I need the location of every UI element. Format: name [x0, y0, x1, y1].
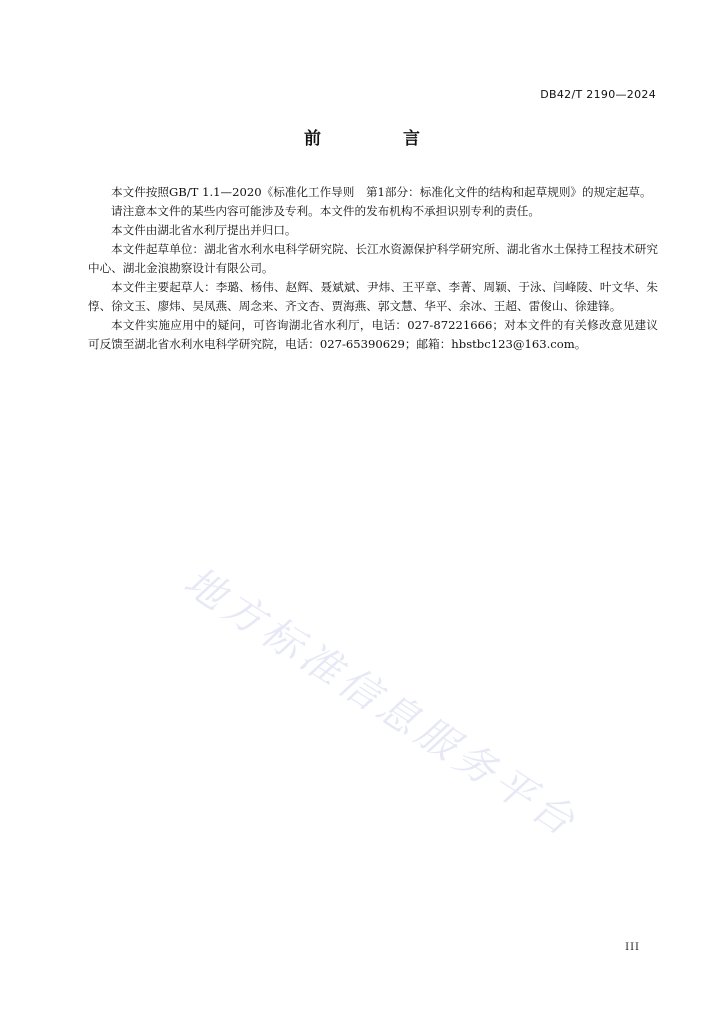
paragraph-proposer: 本文件由湖北省水利厅提出并归口。: [111, 223, 297, 237]
paragraph-drafting-units: 本文件起草单位：湖北省水利水电科学研究院、长江水资源保护科学研究所、湖北省水土保持工程技术研究中心、湖北金浪勘察设计有限公司。: [88, 242, 658, 275]
document-code: DB42/T 2190—2024: [540, 88, 656, 101]
page-title: 前 言: [304, 129, 458, 149]
paragraph-drafting-rules: 本文件按照GB/T 1.1—2020《标准化工作导则 第1部分：标准化文件的结构和起草规则》的规定起草。: [111, 185, 652, 199]
paragraph-contact: 本文件实施应用中的疑问，可咨询湖北省水利厅，电话：027-87221666；对本文件的有关修改意见建议可反馈至湖北省水利水电科学研究院，电话：027-65390629；邮箱：hbstbc123@163.com。: [88, 318, 658, 351]
paragraph-patent-notice: 请注意本文件的某些内容可能涉及专利。本文件的发布机构不承担识别专利的责任。: [111, 204, 540, 218]
watermark: 地方标准信息服务平台: [175, 558, 587, 848]
foreword-body: [88, 183, 658, 354]
paragraph-drafters: 本文件主要起草人：李璐、杨伟、赵辉、聂斌斌、尹炜、王平章、李菁、周颖、于泳、闫峰陵、叶文华、朱惇、徐文玉、廖炜、吴凤燕、周念来、齐文杏、贾海燕、郭文慧、华平、余冰、王超、雷俊山、徐建锋。: [88, 280, 658, 313]
page-number: III: [625, 942, 640, 953]
